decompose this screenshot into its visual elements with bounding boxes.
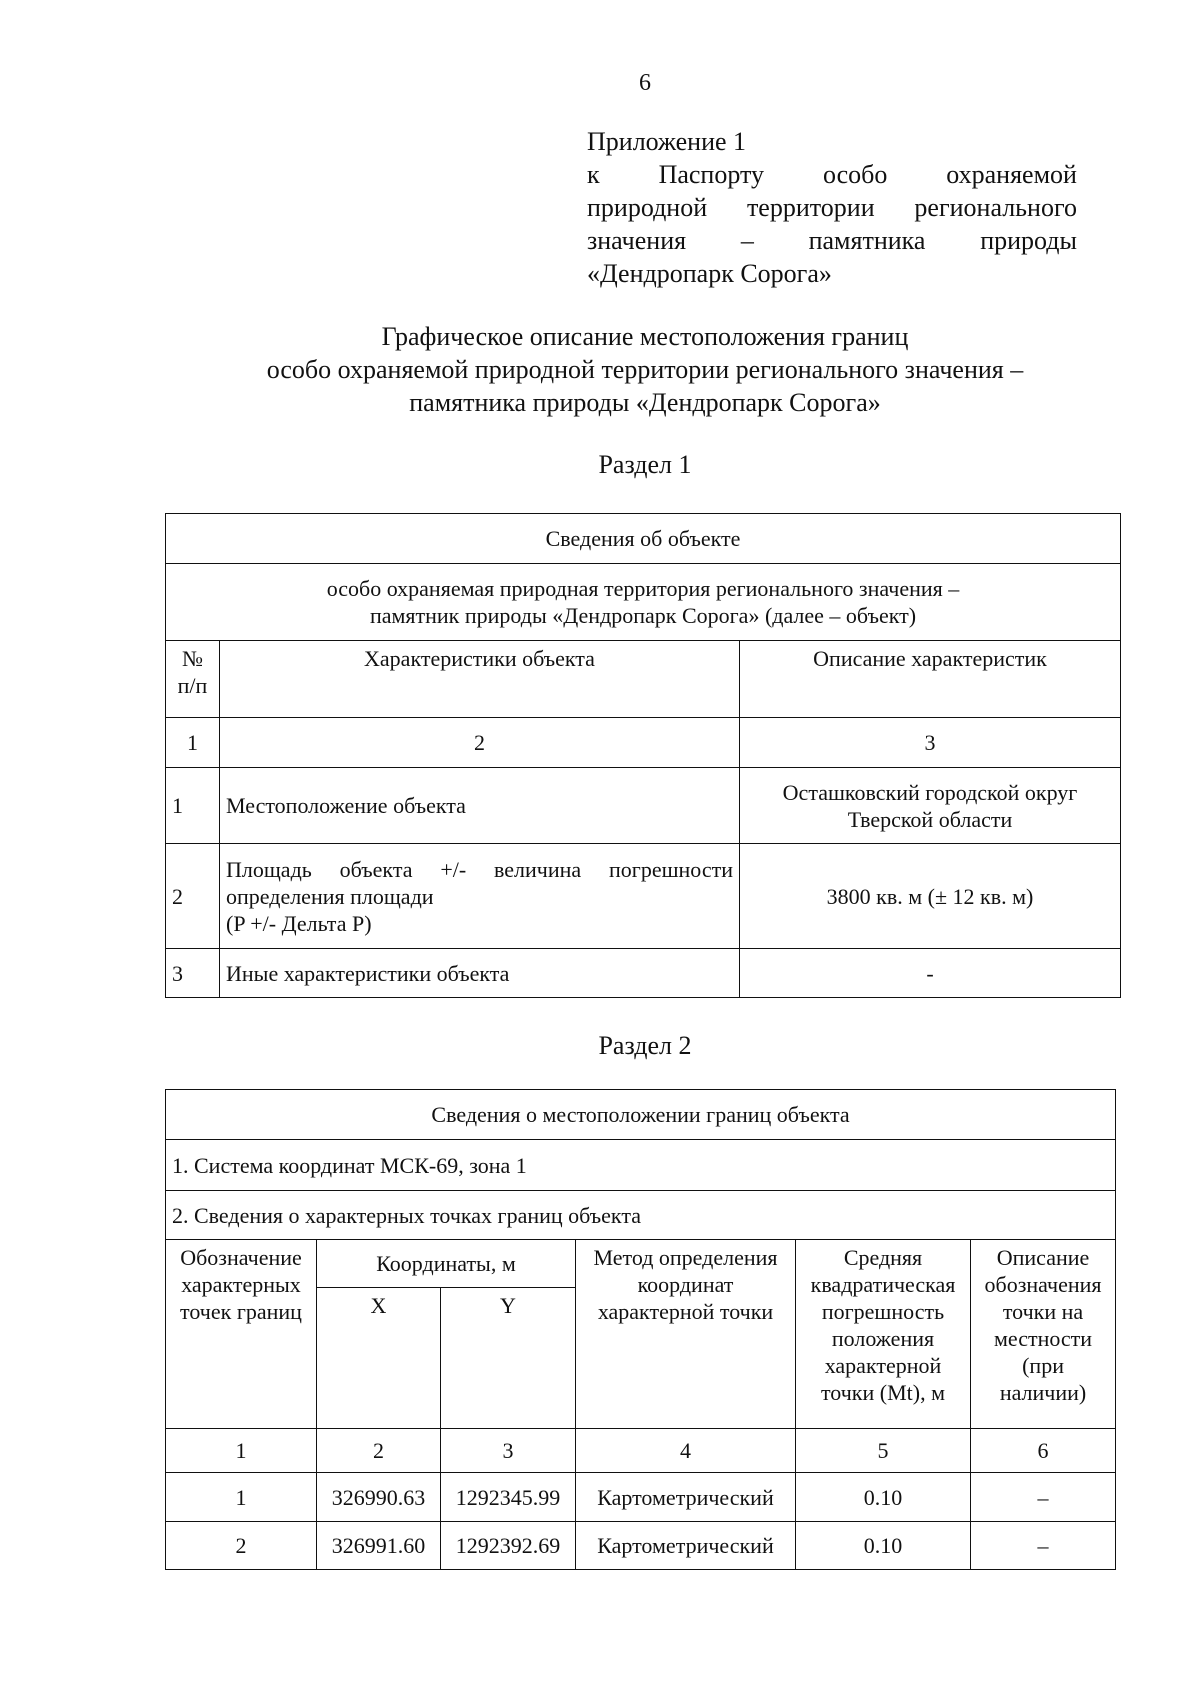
object-name-line: памятник природы «Дендропарк Сорога» (далее – объект) bbox=[369, 603, 917, 628]
table-title: Сведения о местоположении границ объекта bbox=[166, 1090, 1116, 1140]
appendix-line-2 bbox=[587, 158, 1077, 191]
header-characteristics: Характеристики объекта bbox=[220, 641, 740, 718]
table-row bbox=[166, 1191, 1116, 1240]
heading-line-2: особо охраняемой природной территории регионального значения – bbox=[266, 355, 1024, 384]
point-y: 1292392.69 bbox=[441, 1522, 576, 1570]
document-heading bbox=[0, 320, 1200, 419]
row-characteristic bbox=[220, 844, 740, 949]
column-numbers-row bbox=[166, 718, 1121, 768]
object-info-table bbox=[165, 513, 1121, 998]
header-method: Метод определения координат характерной точки bbox=[576, 1240, 796, 1429]
header-designation: Обозначение характерных точек границ bbox=[166, 1240, 317, 1429]
col-number: 1 bbox=[166, 718, 220, 768]
appendix-word: особо bbox=[822, 160, 888, 189]
appendix-line-4 bbox=[587, 224, 1077, 257]
appendix-line-5: «Дендропарк Сорога» bbox=[587, 259, 832, 288]
point-x: 326990.63 bbox=[317, 1473, 441, 1522]
table-row bbox=[166, 844, 1121, 949]
row-characteristic: Иные характеристики объекта bbox=[220, 949, 740, 998]
section-2-title: Раздел 2 bbox=[598, 1031, 692, 1060]
row-description: Осташковский городской округ Тверской области bbox=[740, 768, 1121, 844]
heading-line-1: Графическое описание местоположения границ bbox=[381, 322, 909, 351]
point-y: 1292345.99 bbox=[441, 1473, 576, 1522]
appendix-word: охраняемой bbox=[946, 160, 1077, 189]
row-characteristic: Местоположение объекта bbox=[220, 768, 740, 844]
row-description: 3800 кв. м (± 12 кв. м) bbox=[740, 844, 1121, 949]
row-characteristic-formula: (P +/- Дельта P) bbox=[226, 910, 372, 936]
appendix-caption bbox=[587, 125, 1077, 290]
table-row bbox=[166, 1090, 1116, 1140]
table-title: Сведения об объекте bbox=[166, 514, 1121, 564]
header-error: Средняя квадратическая погрешность положения характерной точки (Mt), м bbox=[796, 1240, 971, 1429]
page-number: 6 bbox=[639, 70, 651, 96]
table-row bbox=[166, 1140, 1116, 1191]
header-point-description: Описание обозначения точки на местности (при наличии) bbox=[971, 1240, 1116, 1429]
table-row bbox=[166, 949, 1121, 998]
table-row bbox=[166, 768, 1121, 844]
object-name-cell bbox=[166, 564, 1121, 641]
col-number: 3 bbox=[740, 718, 1121, 768]
appendix-word: территории bbox=[746, 193, 875, 222]
header-x: X bbox=[317, 1288, 441, 1429]
coordinate-system-line: 1. Система координат МСК-69, зона 1 bbox=[166, 1140, 1116, 1191]
appendix-word: – bbox=[740, 226, 754, 255]
object-name-line: особо охраняемая природная территория регионального значения – bbox=[326, 576, 960, 601]
section-1-title: Раздел 1 bbox=[598, 450, 692, 479]
appendix-word: к bbox=[587, 160, 600, 189]
point-id: 2 bbox=[166, 1522, 317, 1570]
header-coordinates: Координаты, м bbox=[317, 1240, 576, 1288]
col-number: 2 bbox=[317, 1429, 441, 1473]
col-number: 3 bbox=[441, 1429, 576, 1473]
table-header-row bbox=[166, 641, 1121, 718]
appendix-word: природы bbox=[980, 226, 1077, 255]
points-info-line: 2. Сведения о характерных точках границ объекта bbox=[166, 1191, 1116, 1240]
column-numbers-row bbox=[166, 1429, 1116, 1473]
appendix-word: значения bbox=[587, 226, 687, 255]
row-description: - bbox=[740, 949, 1121, 998]
point-method: Картометрический bbox=[576, 1473, 796, 1522]
table-row bbox=[166, 564, 1121, 641]
row-num: 1 bbox=[166, 768, 220, 844]
header-y: Y bbox=[441, 1288, 576, 1429]
col-number: 4 bbox=[576, 1429, 796, 1473]
table-row bbox=[166, 1522, 1116, 1570]
point-error: 0.10 bbox=[796, 1522, 971, 1570]
point-method: Картометрический bbox=[576, 1522, 796, 1570]
col-number: 1 bbox=[166, 1429, 317, 1473]
table-row bbox=[166, 1473, 1116, 1522]
appendix-word: регионального bbox=[914, 193, 1077, 222]
row-characteristic-text: Площадь объекта +/- величина погрешности определения площади bbox=[226, 856, 733, 909]
col-number: 2 bbox=[220, 718, 740, 768]
header-num: № п/п bbox=[166, 641, 220, 718]
col-number: 6 bbox=[971, 1429, 1116, 1473]
point-description: – bbox=[971, 1522, 1116, 1570]
appendix-line-1: Приложение 1 bbox=[587, 127, 747, 156]
appendix-word: природной bbox=[587, 193, 708, 222]
table-row bbox=[166, 514, 1121, 564]
header-description: Описание характеристик bbox=[740, 641, 1121, 718]
heading-line-3: памятника природы «Дендропарк Сорога» bbox=[409, 388, 881, 417]
point-x: 326991.60 bbox=[317, 1522, 441, 1570]
table-header-row bbox=[166, 1240, 1116, 1288]
point-id: 1 bbox=[166, 1473, 317, 1522]
row-num: 2 bbox=[166, 844, 220, 949]
boundary-points-table bbox=[165, 1089, 1116, 1570]
col-number: 5 bbox=[796, 1429, 971, 1473]
appendix-line-3 bbox=[587, 191, 1077, 224]
appendix-word: Паспорту bbox=[658, 160, 765, 189]
row-num: 3 bbox=[166, 949, 220, 998]
point-error: 0.10 bbox=[796, 1473, 971, 1522]
appendix-word: памятника bbox=[808, 226, 926, 255]
point-description: – bbox=[971, 1473, 1116, 1522]
